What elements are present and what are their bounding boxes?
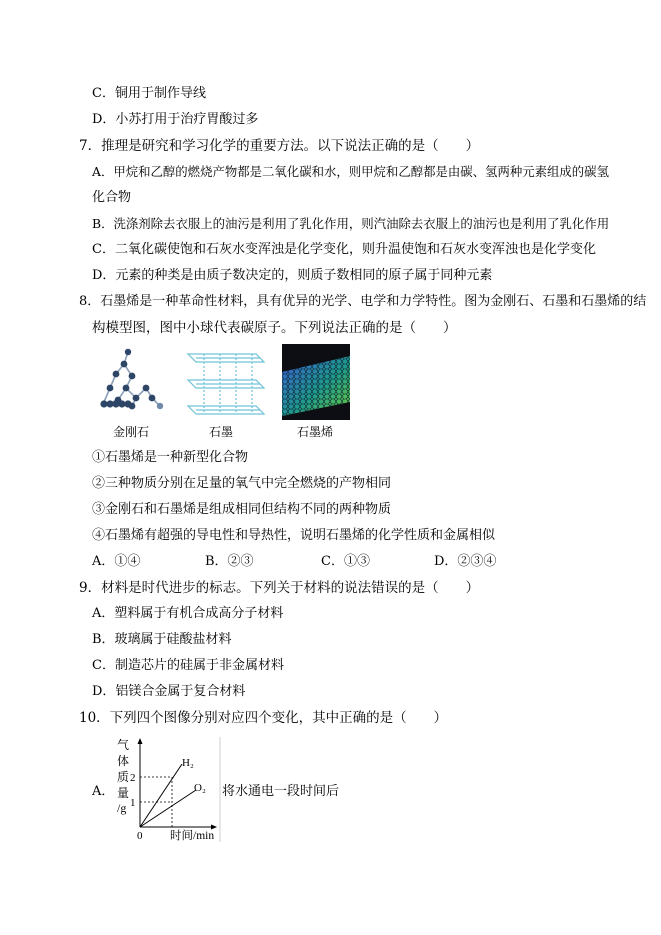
q9-stem: 9．材料是时代进步的标志。下列关于材料的说法错误的是（ ） xyxy=(79,580,480,596)
q7-option-c: C．二氧化碳使饱和石灰水变浑浊是化学变化，则升温使饱和石灰水变浑浊也是化学变化 xyxy=(92,242,596,257)
q8-choice-d: D．②③④ xyxy=(434,554,497,569)
o2-label: O₂ xyxy=(194,782,206,794)
q10-option-a-label: A． xyxy=(92,784,115,799)
y-label-char-3: 质 xyxy=(117,770,130,784)
origin-label: 0 xyxy=(137,830,143,842)
q7-stem: 7．推理是研究和学习化学的重要方法。以下说法正确的是（ ） xyxy=(79,138,480,154)
q8-choice-a: A．①④ xyxy=(92,554,141,569)
diamond-atoms xyxy=(100,349,163,410)
q8-choice-b: B．②③ xyxy=(205,554,254,569)
electrolysis-graph xyxy=(110,737,222,842)
q9-option-a: A．塑料属于有机合成高分子材料 xyxy=(92,606,284,621)
h2-line xyxy=(140,764,182,827)
y-tick-2: 2 xyxy=(130,772,136,784)
carbon-structures-figure xyxy=(96,344,352,442)
y-label-char-5: /g xyxy=(117,801,127,815)
q10-stem: 10．下列四个图像分别对应四个变化，其中正确的是（ ） xyxy=(79,710,448,726)
q10-option-a-text: 将水通电一段时间后 xyxy=(222,784,340,799)
q9-option-b: B．玻璃属于硅酸盐材料 xyxy=(92,632,232,647)
q8-choice-c: C．①③ xyxy=(321,554,370,569)
h2-label: H₂ xyxy=(182,757,194,769)
q8-stem-line1: 8．石墨烯是一种革命性材料，具有优异的光学、电学和力学特性。图为金刚石、石墨和石墨烯的结 xyxy=(79,294,647,309)
prev-option-d: D．小苏打用于治疗胃酸过多 xyxy=(92,112,259,127)
y-label-char-4: 量 xyxy=(117,786,130,800)
y-tick-1: 1 xyxy=(130,797,136,809)
y-axis-arrow xyxy=(138,738,143,744)
q7-option-b: B．洗涤剂除去衣服上的油污是利用了乳化作用，则汽油除去衣服上的油污也是利用了乳化作用 xyxy=(92,216,610,231)
q8-statement-3: ③金刚石和石墨烯是组成相同但结构不同的两种物质 xyxy=(92,502,392,517)
q8-statement-2: ②三种物质分别在足量的氧气中完全燃烧的产物相同 xyxy=(92,476,392,491)
o2-line xyxy=(140,790,196,827)
q8-statement-1: ①石墨烯是一种新型化合物 xyxy=(92,450,249,465)
label-diamond: 金刚石 xyxy=(113,425,150,439)
label-graphite: 石墨 xyxy=(209,425,234,439)
y-label-char-2: 体 xyxy=(117,754,130,768)
q9-option-c: C．制造芯片的硅属于非金属材料 xyxy=(92,658,284,673)
graphene-structure-icon xyxy=(282,344,350,420)
y-label-char-1: 气 xyxy=(117,738,130,752)
q7-option-a-line1: A．甲烷和乙醇的燃烧产物都是二氧化碳和水，则甲烷和乙醇都是由碳、氢两种元素组成的碳氢 xyxy=(92,164,609,179)
q7-option-d: D．元素的种类是由质子数决定的，则质子数相同的原子属于同种元素 xyxy=(92,268,493,283)
label-graphene: 石墨烯 xyxy=(297,425,334,439)
q9-option-d: D．铝镁合金属于复合材料 xyxy=(92,684,246,699)
graphite-structure-icon xyxy=(188,354,264,414)
q7-option-a-line2: 化合物 xyxy=(92,190,132,205)
prev-option-c: C．铜用于制作导线 xyxy=(92,86,206,101)
x-axis-label: 时间/min xyxy=(170,830,215,842)
q8-stem-line2: 构模型图，图中小球代表碳原子。下列说法正确的是（ ） xyxy=(92,320,457,336)
q8-statement-4: ④石墨烯有超强的导电性和导热性，说明石墨烯的化学性质和金属相似 xyxy=(92,528,496,543)
